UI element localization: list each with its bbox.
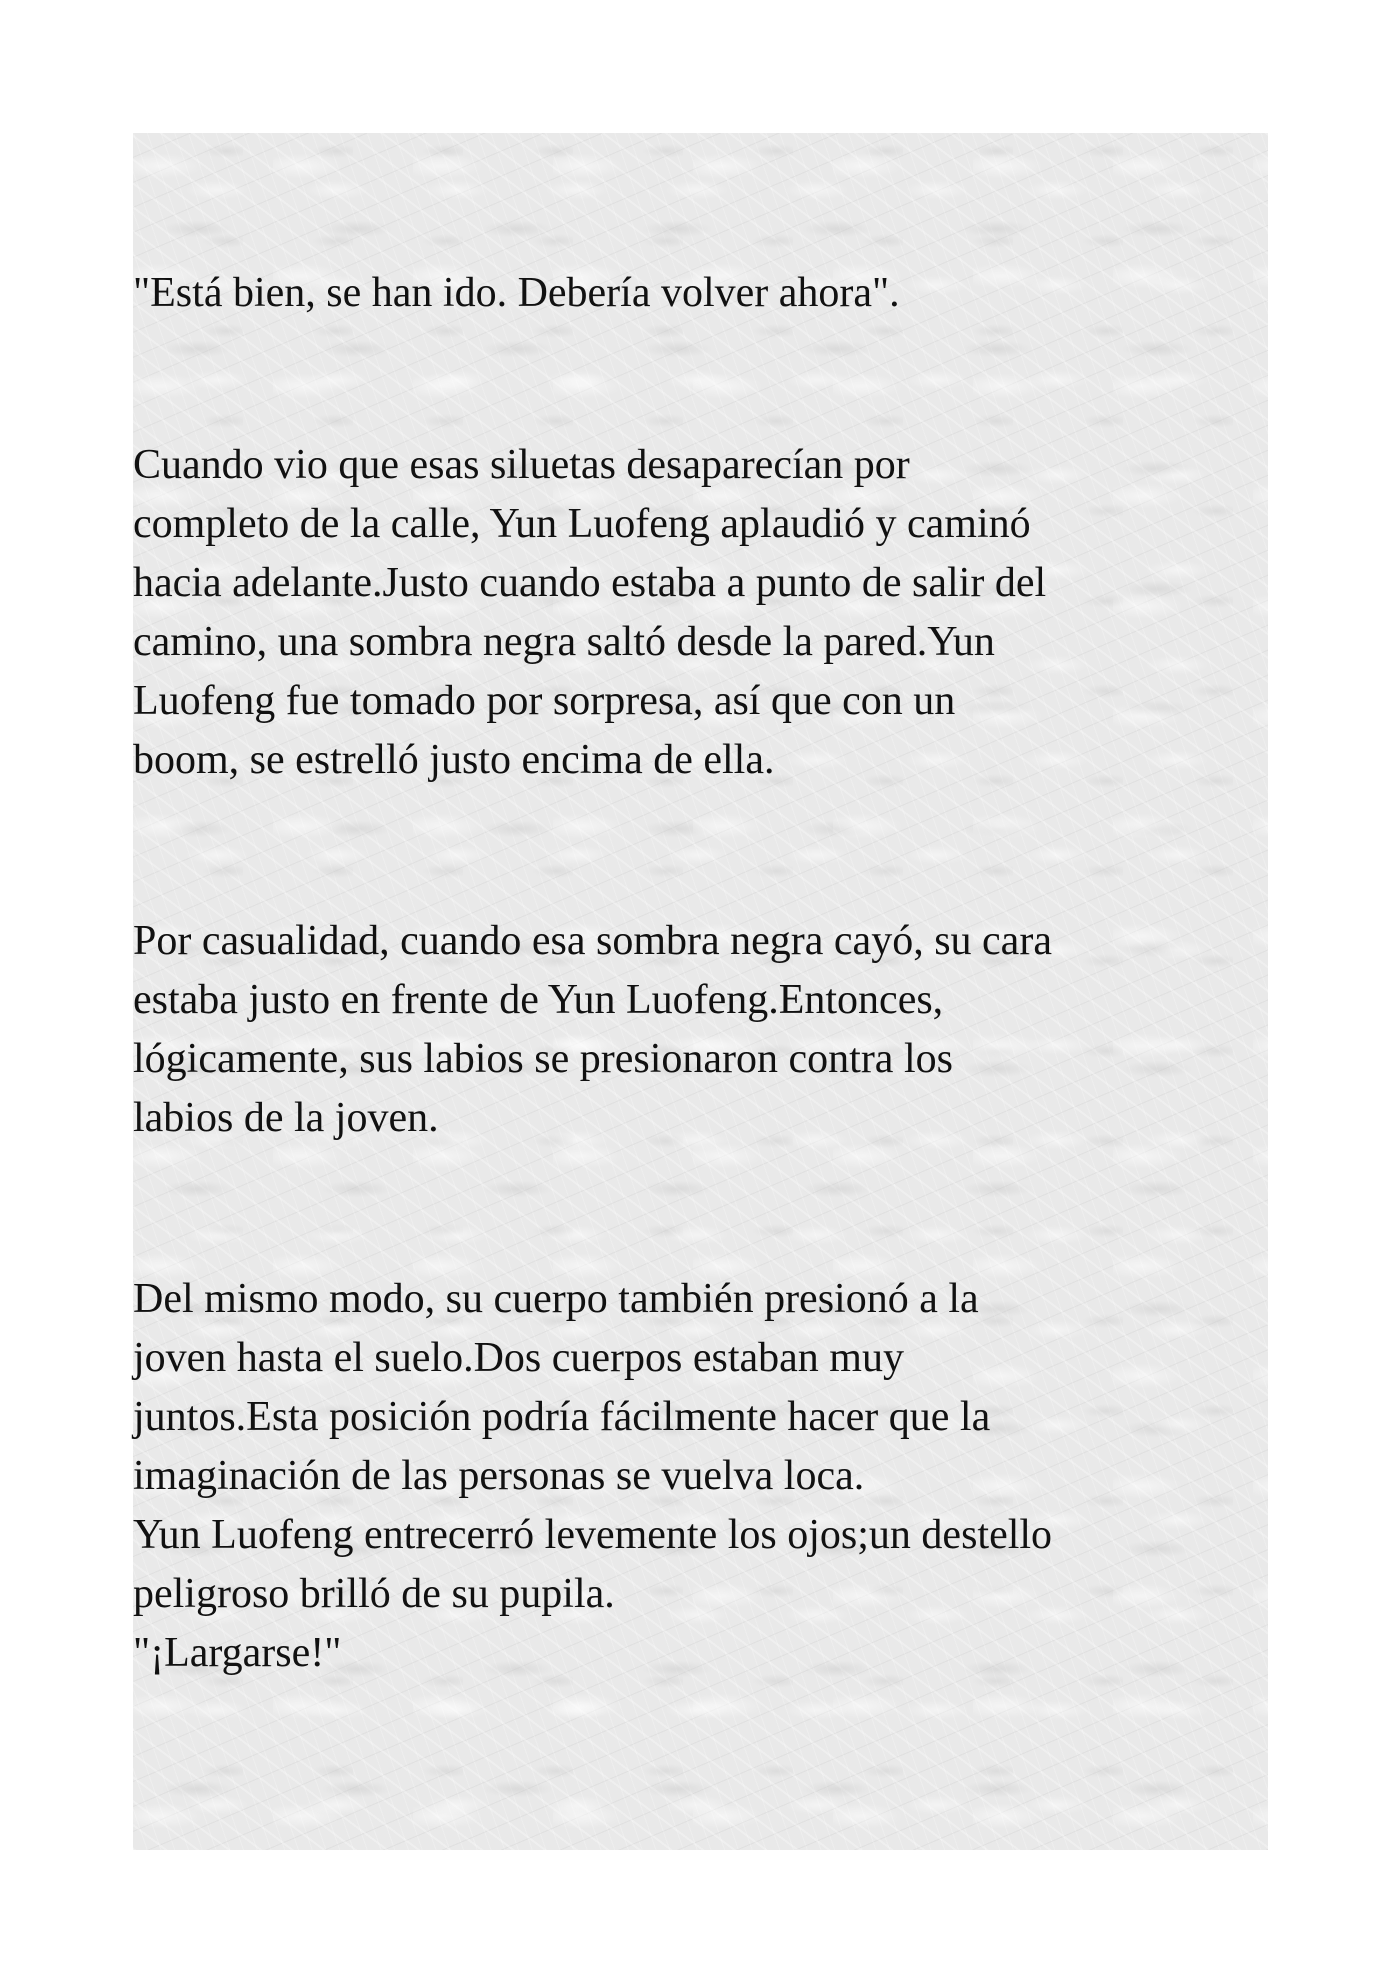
text-line: Luofeng fue tomado por sorpresa, así que con un xyxy=(133,678,956,724)
text-line: Del mismo modo, su cuerpo también presionó a la xyxy=(133,1276,979,1322)
text-line: juntos.Esta posición podría fácilmente hacer que la xyxy=(133,1394,991,1440)
text-line: "Está bien, se han ido. Debería volver ahora". xyxy=(133,270,900,316)
text-line: Cuando vio que esas siluetas desaparecían por xyxy=(133,442,910,488)
text-line: lógicamente, sus labios se presionaron contra los xyxy=(133,1036,953,1082)
text-line: hacia adelante.Justo cuando estaba a punto de salir del xyxy=(133,560,1047,606)
text-line: labios de la joven. xyxy=(133,1095,439,1141)
paragraph-1 xyxy=(133,264,900,323)
text-line: boom, se estrelló justo encima de ella. xyxy=(133,737,775,783)
paragraph-2 xyxy=(133,436,1046,790)
text-line: joven hasta el suelo.Dos cuerpos estaban muy xyxy=(133,1335,904,1381)
text-line: camino, una sombra negra saltó desde la pared.Yun xyxy=(133,619,995,665)
text-line: estaba justo en frente de Yun Luofeng.Entonces, xyxy=(133,977,944,1023)
paragraph-4 xyxy=(133,1270,1052,1683)
paragraph-3 xyxy=(133,912,1052,1148)
text-line: completo de la calle, Yun Luofeng aplaudió y caminó xyxy=(133,501,1031,547)
text-line: peligroso brilló de su pupila. xyxy=(133,1571,615,1617)
text-line: "¡Largarse!" xyxy=(133,1630,342,1676)
text-line: Por casualidad, cuando esa sombra negra cayó, su cara xyxy=(133,918,1052,964)
text-line: imaginación de las personas se vuelva loca. xyxy=(133,1453,865,1499)
text-line: Yun Luofeng entrecerró levemente los ojos;un destello xyxy=(133,1512,1053,1558)
